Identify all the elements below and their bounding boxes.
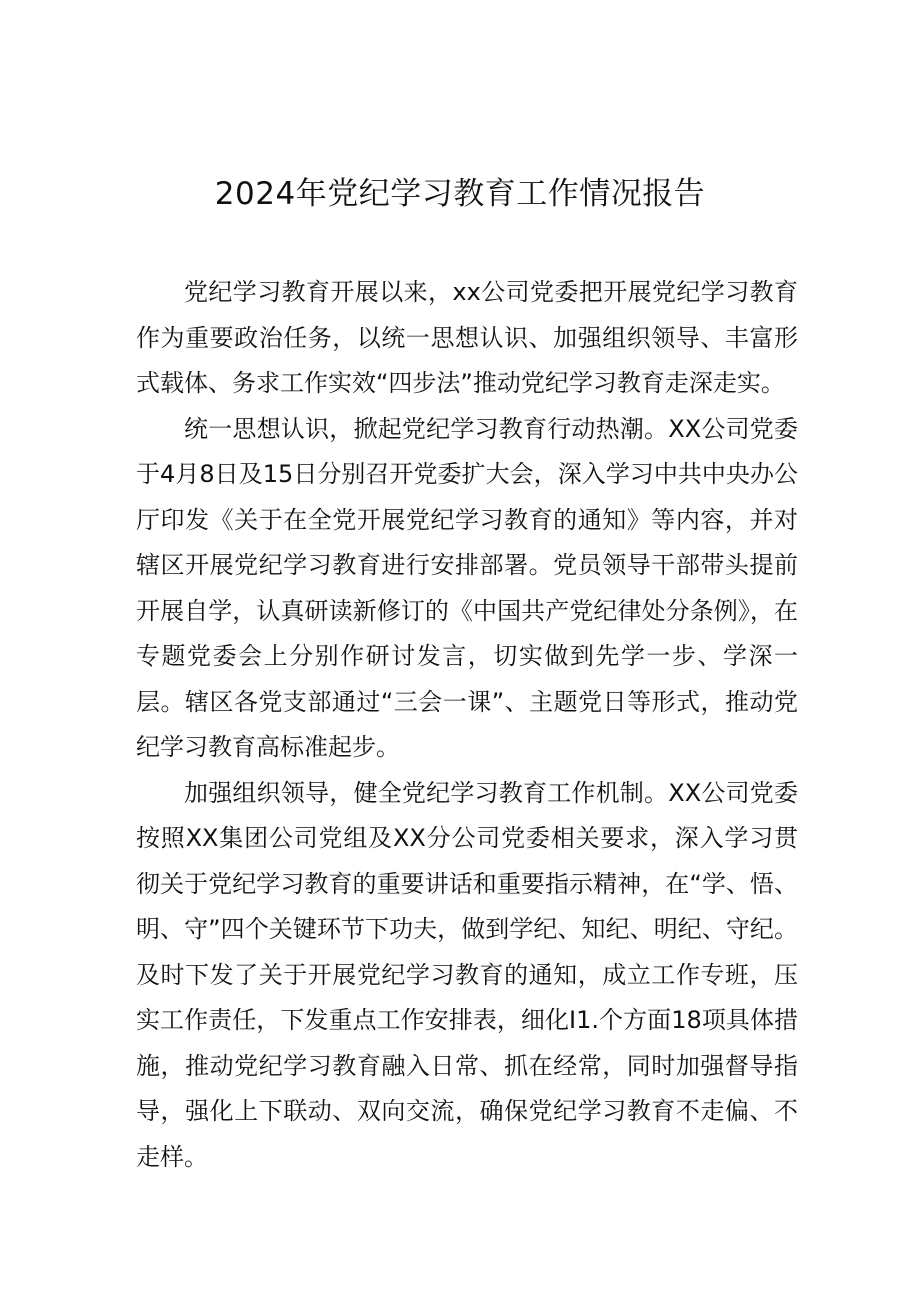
- document-title: 2024年党纪学习教育工作情况报告: [214, 176, 706, 212]
- paragraph-strengthen-leadership: 加强组织领导，健全党纪学习教育工作机制。XX公司党委按照XX集团公司党组及XX分公司党委相关要求，深入学习贯彻关于党纪学习教育的重要讲话和重要指示精神，在“学、悟、明、守”四个关键环节下功夫，做到学纪、知纪、明纪、守纪。及时下发了关于开展党纪学习教育的通知，成立工作专班，压实工作责任，下发重点工作安排表，细化I1.个方面18项具体措施，推动党纪学习教育融入日常、抓在经常，同时加强督导指导，强化上下联动、双向交流，确保党纪学习教育不走偏、不走样。: [136, 778, 798, 1171]
- paragraph-unify-thinking: 统一思想认识，掀起党纪学习教育行动热潮。XX公司党委于4月8日及15日分别召开党委扩大会，深入学习中共中央办公厅印发《关于在全党开展党纪学习教育的通知》等内容，并对辖区开展党纪学习教育进行安排部署。党员领导干部带头提前开展自学，认真研读新修订的《中国共产党纪律处分条例》，在专题党委会上分别作研讨发言，切实做到先学一步、学深一层。辖区各党支部通过“三会一课”、主题党日等形式，推动党纪学习教育高标准起步。: [136, 414, 798, 761]
- paragraph-intro: 党纪学习教育开展以来，xx公司党委把开展党纪学习教育作为重要政治任务，以统一思想认识、加强组织领导、丰富形式载体、务求工作实效“四步法”推动党纪学习教育走深走实。: [136, 278, 798, 397]
- document-body: [136, 270, 798, 1180]
